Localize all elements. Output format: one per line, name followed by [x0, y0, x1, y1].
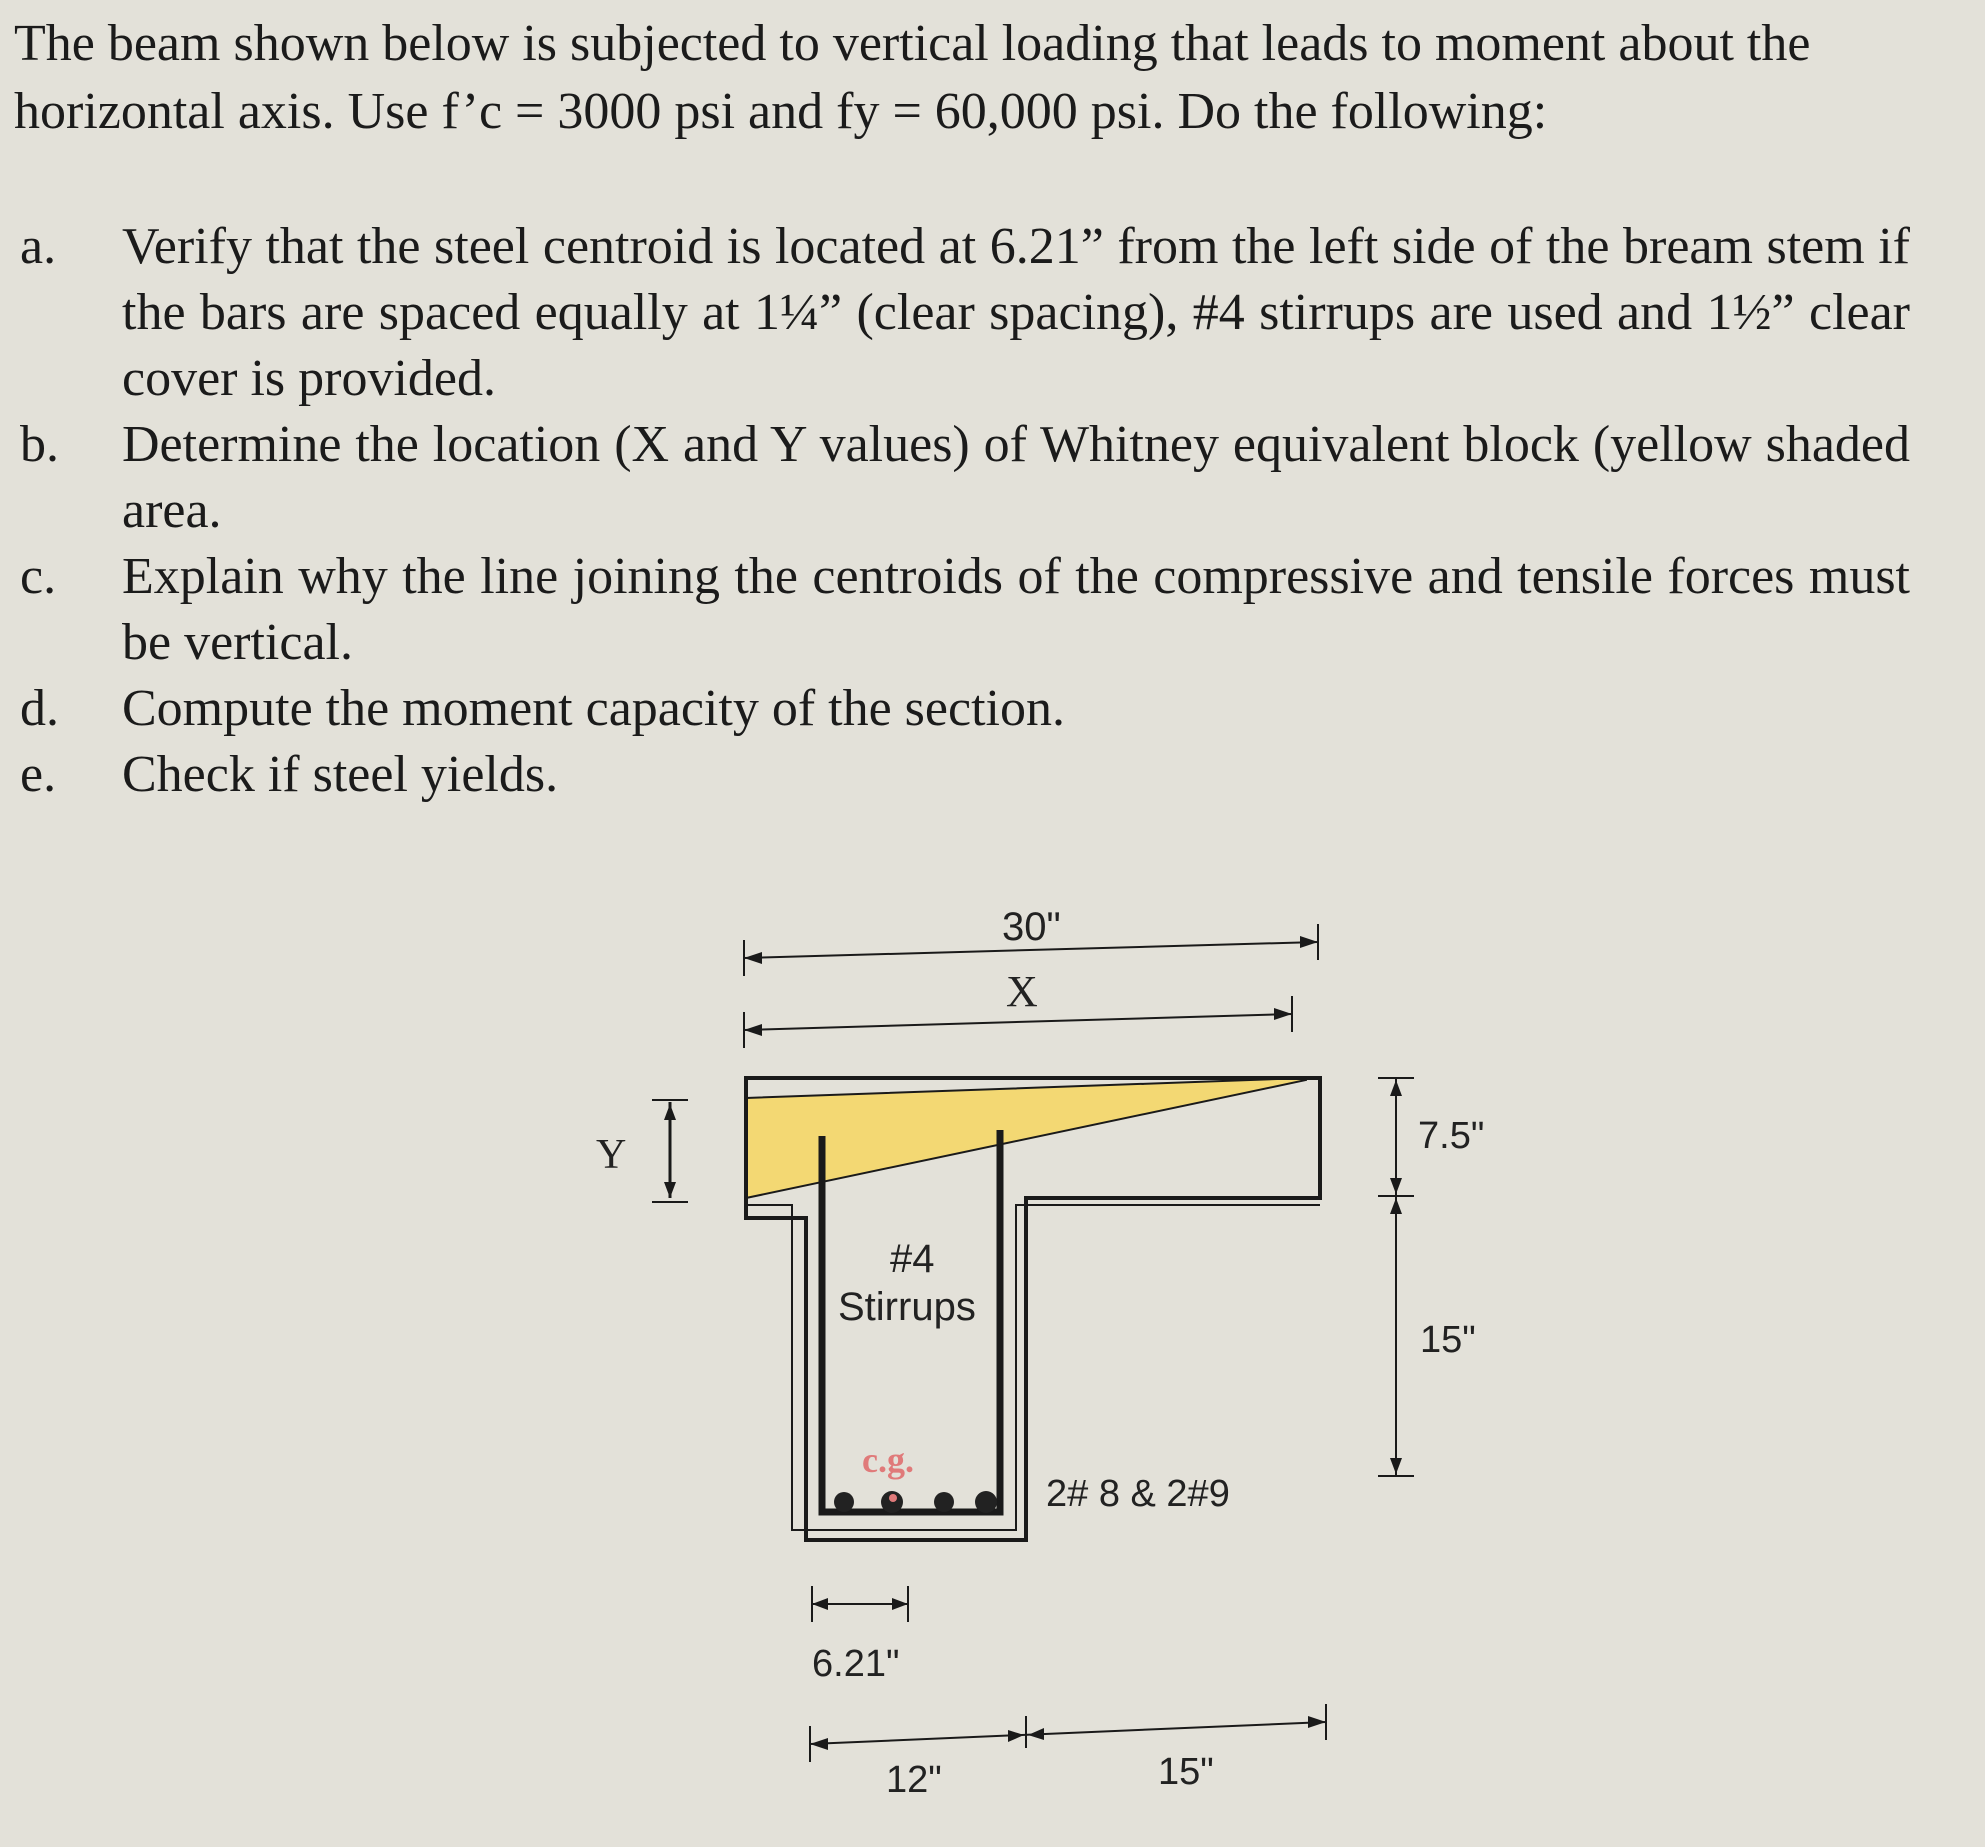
dim-label-y: Y — [596, 1132, 627, 1178]
cg-marker — [889, 1494, 897, 1502]
dim-label-15-bottom: 15" — [1158, 1751, 1214, 1793]
arrow-head — [1390, 1178, 1402, 1194]
arrow-head — [810, 1738, 828, 1750]
stirrup-label-text: Stirrups — [838, 1285, 976, 1329]
task-text: Determine the location (X and Y values) of Whitney equivalent block (yellow shaded area. — [122, 416, 1910, 539]
arrow-head — [744, 952, 762, 964]
task-text: Verify that the steel centroid is located at 6.21” from the left side of the bream stem if the bars are spaced equally at 1¼” (clear spacing), #4 stirrups are used and 1½” clear cover is provided. — [122, 218, 1910, 407]
rebar — [975, 1491, 997, 1513]
arrow-head — [1274, 1008, 1292, 1020]
arrow-head — [664, 1182, 676, 1198]
rebar — [934, 1492, 954, 1512]
dim-label-7-5: 7.5" — [1418, 1115, 1485, 1157]
task-text: Compute the moment capacity of the section. — [122, 680, 1065, 737]
dim-line-x — [744, 1014, 1292, 1030]
dim-label-12: 12" — [886, 1759, 942, 1801]
task-text: Explain why the line joining the centroids of the compressive and tensile forces must be vertical. — [122, 548, 1910, 671]
dim-line-bottom — [810, 1722, 1326, 1744]
arrow-head — [664, 1104, 676, 1120]
dim-label-x: X — [1006, 967, 1038, 1016]
dim-label-30: 30" — [1002, 905, 1061, 949]
arrow-head — [1028, 1728, 1044, 1740]
arrow-head — [812, 1598, 828, 1610]
arrow-head — [892, 1598, 908, 1610]
arrow-head — [1390, 1080, 1402, 1096]
arrow-head — [1008, 1730, 1024, 1742]
task-label: d. — [20, 680, 59, 737]
dim-label-6-21: 6.21" — [812, 1643, 900, 1685]
task-label: e. — [20, 746, 57, 803]
web-inner-outline — [746, 1205, 1320, 1530]
arrow-head — [744, 1024, 762, 1036]
arrow-head — [1300, 936, 1318, 948]
task-label: a. — [20, 218, 57, 275]
whitney-block — [746, 1078, 1306, 1198]
rebar — [834, 1492, 854, 1512]
task-label: b. — [20, 416, 59, 473]
task-label: c. — [20, 548, 57, 605]
task-text: Check if steel yields. — [122, 746, 559, 803]
arrow-head — [1390, 1458, 1402, 1474]
arrow-head — [1390, 1198, 1402, 1214]
dim-label-15-vertical: 15" — [1420, 1319, 1476, 1361]
arrow-head — [1308, 1716, 1326, 1728]
bars-label: 2# 8 & 2#9 — [1046, 1473, 1230, 1515]
stirrup-label-number: #4 — [890, 1237, 935, 1281]
cg-label: c.g. — [862, 1440, 914, 1480]
problem-intro: The beam shown below is subjected to vertical loading that leads to moment about the horizontal axis. Use f’c = 3000 psi and fy = 60,000 psi. Do the following: — [14, 15, 1811, 140]
